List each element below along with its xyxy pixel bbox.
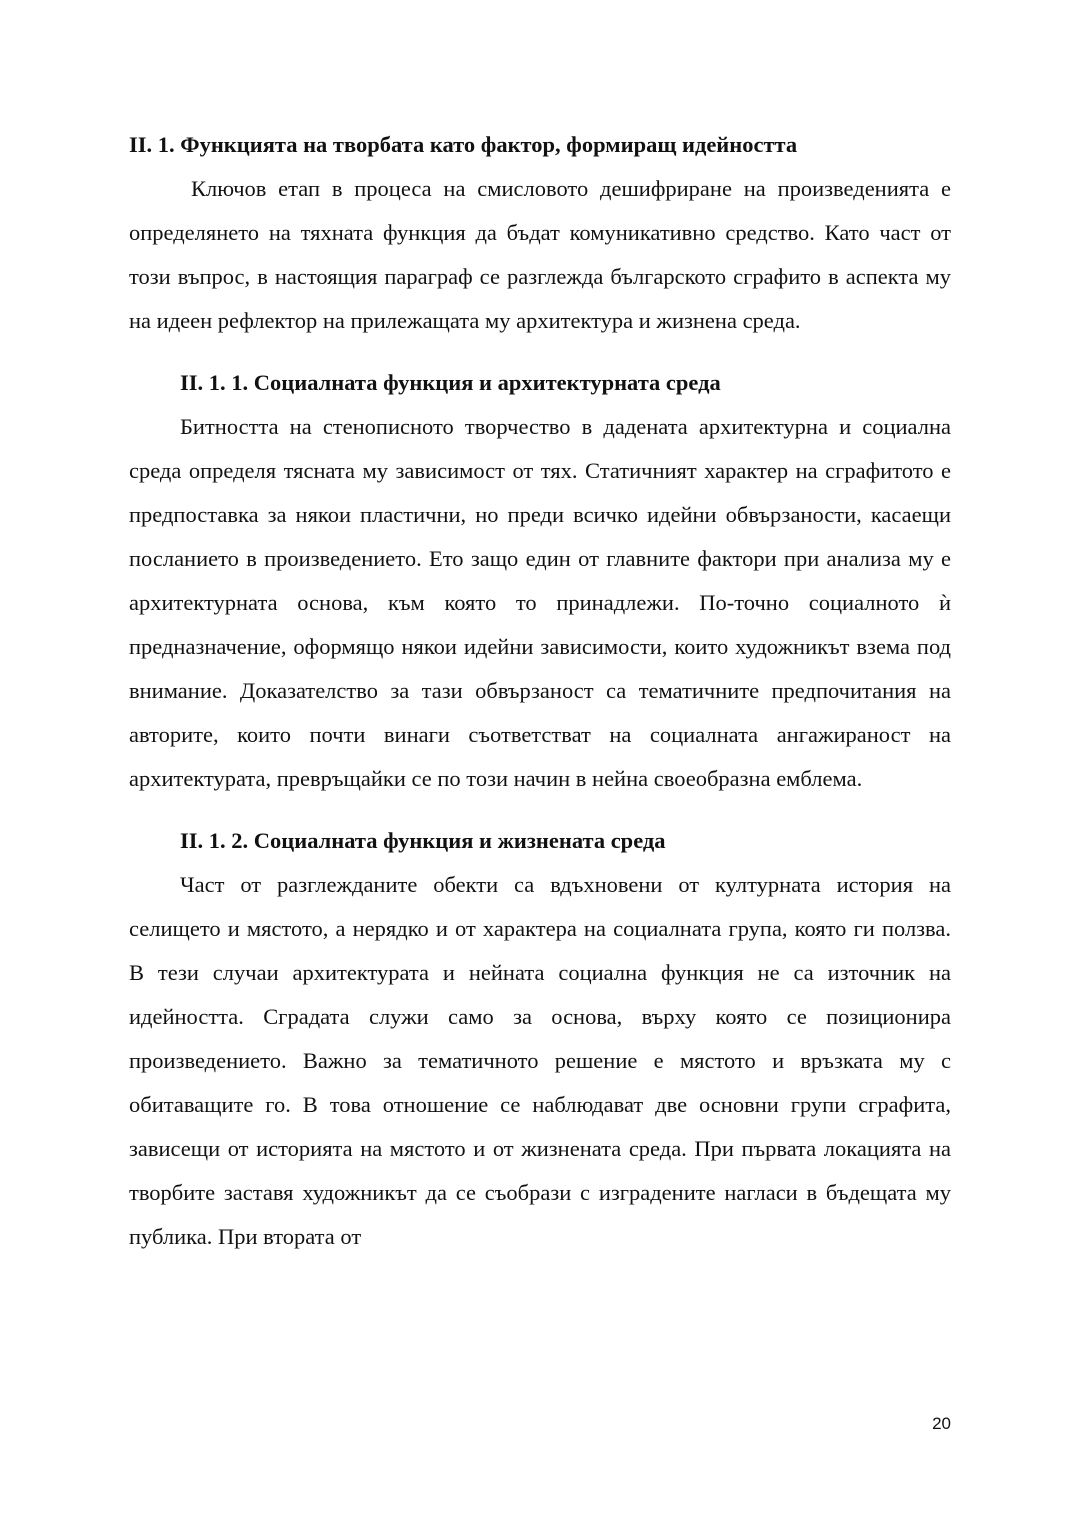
body-paragraph-living-environment: Част от разглежданите обекти са вдъхновени от културната история на селището и мястото, а нерядко и от характера на социалната група, която ги ползва. В тези случаи архитектурата и нейната социална функция не са източник на идейността. Сградата служи само за основа, върху която се позиционира произведението. Важно за тематичното решение е мястото и връзката му с обитаващите го. В това отношение се наблюдават две основни групи сграфита, зависещи от историята на мястото и от жизнената среда. При първата локацията на творбите заставя художникът да се съобрази с изградените нагласи в бъдещата му публика. При втората от (129, 872, 951, 1249)
subsection-heading-architecture: II. 1. 1. Социалната функция и архитектурната среда (180, 370, 721, 395)
body-paragraph-intro: Ключов етап в процеса на смисловото дешифриране на произведенията е определянето на тяхната функция да бъдат комуникативно средство. Като част от този въпрос, в настоящия параграф се разглежда българското сграфито в аспекта му на идеен рефлектор на прилежащата му архитектура и жизнена среда. (129, 176, 951, 333)
page-content (129, 123, 951, 1259)
body-paragraph-architecture: Битността на стенописното творчество в дадената архитектурна и социална среда определя тясната му зависимост от тях. Статичният характер на сграфитото е предпоставка за някои пластични, но преди всичко идейни обвързаности, касаещи посланието в произведението. Ето защо един от главните фактори при анализа му е архитектурната основа, към която то принадлежи. По-точно социалното ѝ предназначение, оформящо някои идейни зависимости, които художникът взема под внимание. Доказателство за тази обвързаност са тематичните предпочитания на авторите, които почти винаги съответстват на социалната ангажираност на архитектурата, превръщайки се по този начин в нейна своеобразна емблема. (129, 414, 951, 791)
subsection-heading-living-environment: II. 1. 2. Социалната функция и жизнената среда (180, 828, 666, 853)
page-number: 20 (932, 1414, 951, 1433)
section-heading: II. 1. Функцията на творбата като фактор, формиращ идейността (129, 132, 798, 157)
